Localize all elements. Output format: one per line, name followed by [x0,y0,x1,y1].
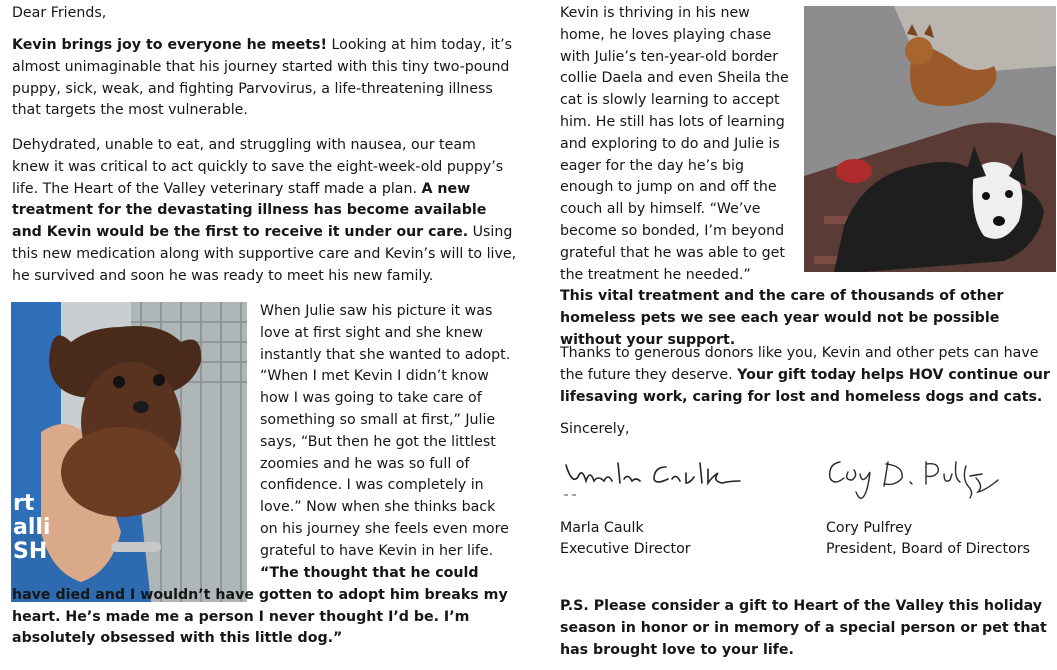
signer-title-marla: Executive Director [560,541,691,557]
adoption-quote: “The thought that he could have died and I wouldn’t have gotten to adopt him breaks my heart. He’s made me a person I never thought I’d be. I’m absolutely obsessed with this little dog.” [12,565,508,647]
donors-text: Thanks to generous donors like you, Kevin and other pets can have the future they deserve. [560,345,1039,383]
signer-name-marla: Marla Caulk [560,520,644,536]
intro-text: Looking at him today, it’s almost unimaginable that his journey started with this tiny two-pound puppy, sick, weak, and fighting Parvovirus, a life-threatening illness that targets the most vulnerable. [12,37,512,119]
paragraph-adoption [260,301,517,563]
thriving-text: Kevin is thriving in his new home, he loves playing chase with Julie’s ten-year-old border collie Daela and even Sheila the cat is slowly learning to accept him. He still has lots of learning and exploring to do and Julie is eager for the day he’s big enough to jump on and off the couch all by himself. “We’ve become so bonded, I’m beyond grateful that he was able to get the treatment he needed.” [560,5,789,283]
closing: Sincerely, [560,421,630,437]
paragraph-thriving [560,3,795,286]
marla-signature-image [562,455,747,505]
paragraph-treatment [12,135,517,288]
postscript-text: P.S. Please consider a gift to Heart of the Valley this holiday season in honor or in memory of a special person or pet that has brought love to your life. [560,598,1047,658]
cory-signature-image [826,452,1001,504]
postscript [560,596,1050,661]
support-bold: This vital treatment and the care of thousands of other homeless pets we see each year would not be possible without your support. [560,288,1004,348]
kevin-and-daela-photo [804,6,1056,272]
signer-title-cory: President, Board of Directors [826,541,1030,557]
paragraph-support [560,286,1055,351]
adoption-text: When Julie saw his picture it was love at first sight and she knew instantly that she wanted to adopt. “When I met Kevin I didn’t know how I was going to take care of something so small at first,” Julie says, “But then he got the littlest zoomies and he was so full of confidence. I was completely in love.” Now when she thinks back on his journey she feels even more grateful to have Kevin in her life. [260,303,511,559]
signer-name-cory: Cory Pulfrey [826,520,913,536]
kevin-puppy-photo [11,302,247,602]
paragraph-intro [12,35,517,122]
donors-bold: Your gift today helps HOV continue our lifesaving work, caring for lost and homeless dogs and cats. [560,366,1050,405]
salutation: Dear Friends, [12,5,107,21]
signature-cory [826,452,1001,504]
treatment-text-2: Using this new medication along with supportive care and Kevin’s will to live, he survived and soon he was ready to meet his new family. [12,224,517,284]
paragraph-donors [560,343,1055,408]
signature-marla [562,455,747,505]
paragraph-adoption-quote [12,563,517,650]
shirt-text: rt alli SH [13,491,51,564]
treatment-text-1: Dehydrated, unable to eat, and struggling with nausea, our team knew it was critical to act quickly to save the eight-week-old puppy’s life. The Heart of the Valley veterinary staff made a plan. [12,137,504,197]
intro-bold: Kevin brings joy to everyone he meets! [12,37,327,53]
treatment-bold: A new treatment for the devastating illness has become available and Kevin would be the first to receive it under our care. [12,180,487,241]
couch-photo-illustration [804,6,1056,272]
